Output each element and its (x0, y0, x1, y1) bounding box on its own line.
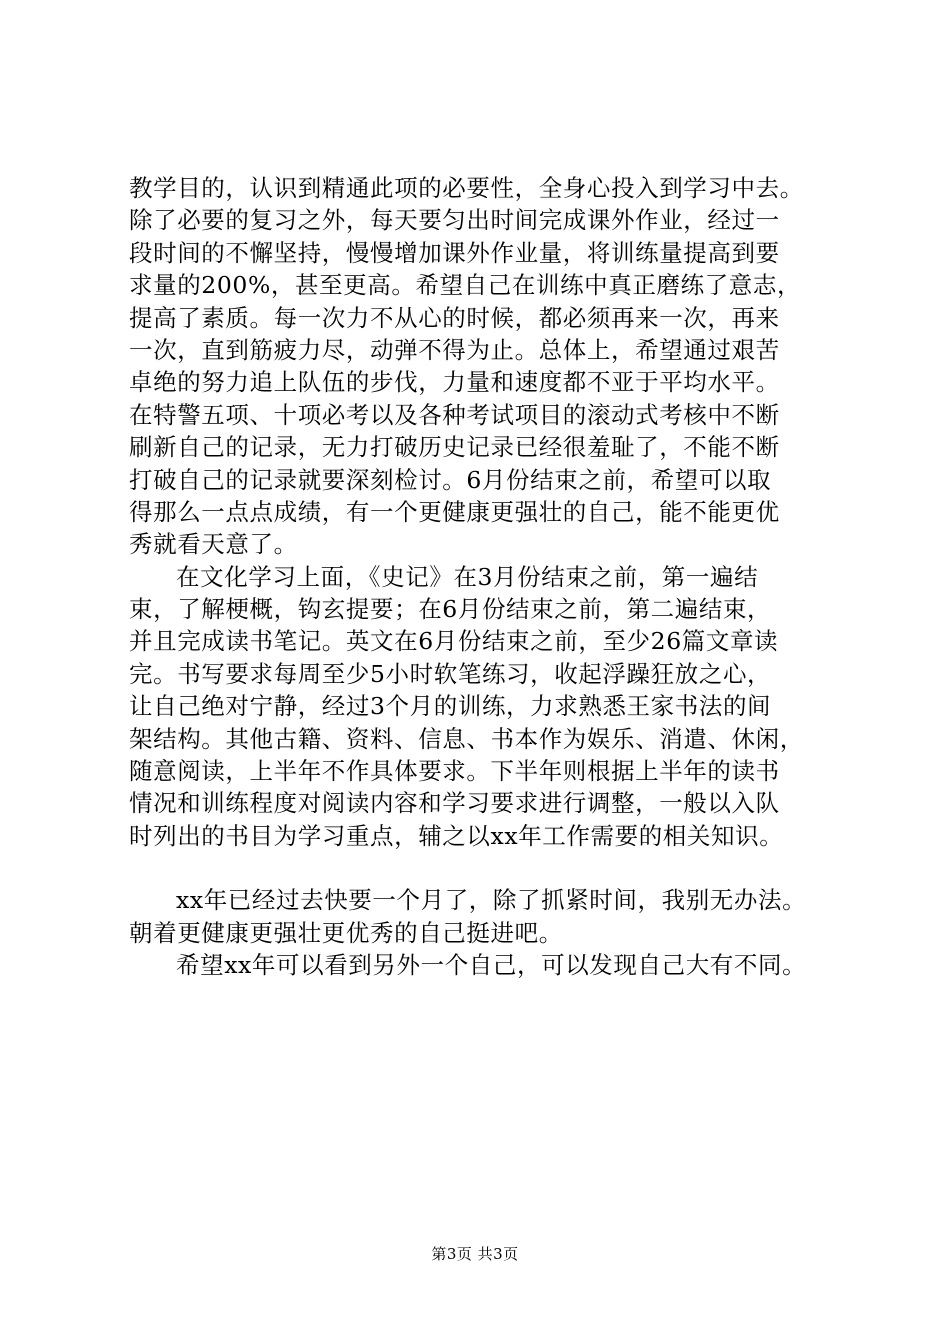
text-line: 随意阅读，上半年不作具体要求。下半年则根据上半年的读书 (129, 757, 780, 786)
text-line: 时列出的书目为学习重点，辅之以xx年工作需要的相关知识。 (129, 821, 784, 850)
text-line: 朝着更健康更强壮更优秀的自己挺进吧。 (129, 918, 563, 947)
text-line: 求量的200%，甚至更高。希望自己在训练中真正磨练了意志， (129, 271, 802, 300)
paragraph-spacer (129, 852, 829, 884)
text-line: 段时间的不懈坚持，慢慢增加课外作业量，将训练量提高到要 (129, 238, 780, 267)
text-line: 在文化学习上面，《史记》在3月份结束之前，第一遍结 (176, 562, 759, 591)
text-line: 打破自己的记录就要深刻检讨。6月份结束之前，希望可以取 (129, 465, 772, 494)
text-line: 一次，直到筋疲力尽，动弹不得为止。总体上，希望通过艰苦 (129, 335, 780, 364)
text-line: 在特警五项、十项必考以及各种考试项目的滚动式考核中不断 (129, 400, 780, 429)
text-line: 秀就看天意了。 (129, 530, 298, 559)
paragraph-2 (129, 561, 829, 853)
text-line: 让自己绝对宁静，经过3个月的训练，力求熟悉王家书法的间 (129, 692, 772, 721)
text-line: 完。书写要求每周至少5小时软笔练习，收起浮躁狂放之心， (129, 659, 772, 688)
paragraph-1 (129, 172, 829, 561)
text-line: 除了必要的复习之外，每天要匀出时间完成课外作业，经过一 (129, 206, 780, 235)
text-line: 希望xx年可以看到另外一个自己，可以发现自己大有不同。 (176, 950, 807, 979)
text-line: 教学目的，认识到精通此项的必要性，全身心投入到学习中去。 (129, 174, 804, 202)
text-line: 束，了解梗概，钩玄提要；在6月份结束之前，第二遍结束， (129, 595, 772, 624)
text-line: 卓绝的努力追上队伍的步伐，力量和速度都不亚于平均水平。 (129, 368, 780, 397)
text-line: 得那么一点点成绩，有一个更健康更强壮的自己，能不能更优 (129, 497, 780, 526)
text-line: 提高了素质。每一次力不从心的时候，都必须再来一次，再来 (129, 303, 780, 332)
page-number-footer: 第3页 共3页 (431, 1245, 519, 1263)
text-line: 情况和训练程度对阅读内容和学习要求进行调整，一般以入队 (129, 789, 780, 818)
paragraph-3 (129, 884, 829, 949)
paragraph-4 (129, 949, 829, 981)
document-body (129, 172, 829, 981)
text-line: 刷新自己的记录，无力打破历史记录已经很羞耻了，不能不断 (129, 433, 780, 462)
text-line: xx年已经过去快要一个月了，除了抓紧时间，我别无办法。 (176, 886, 807, 915)
text-line: 架结构。其他古籍、资料、信息、书本作为娱乐、消遣、休闲， (129, 724, 804, 753)
text-line: 并且完成读书笔记。英文在6月份结束之前，至少26篇文章读 (129, 627, 779, 656)
